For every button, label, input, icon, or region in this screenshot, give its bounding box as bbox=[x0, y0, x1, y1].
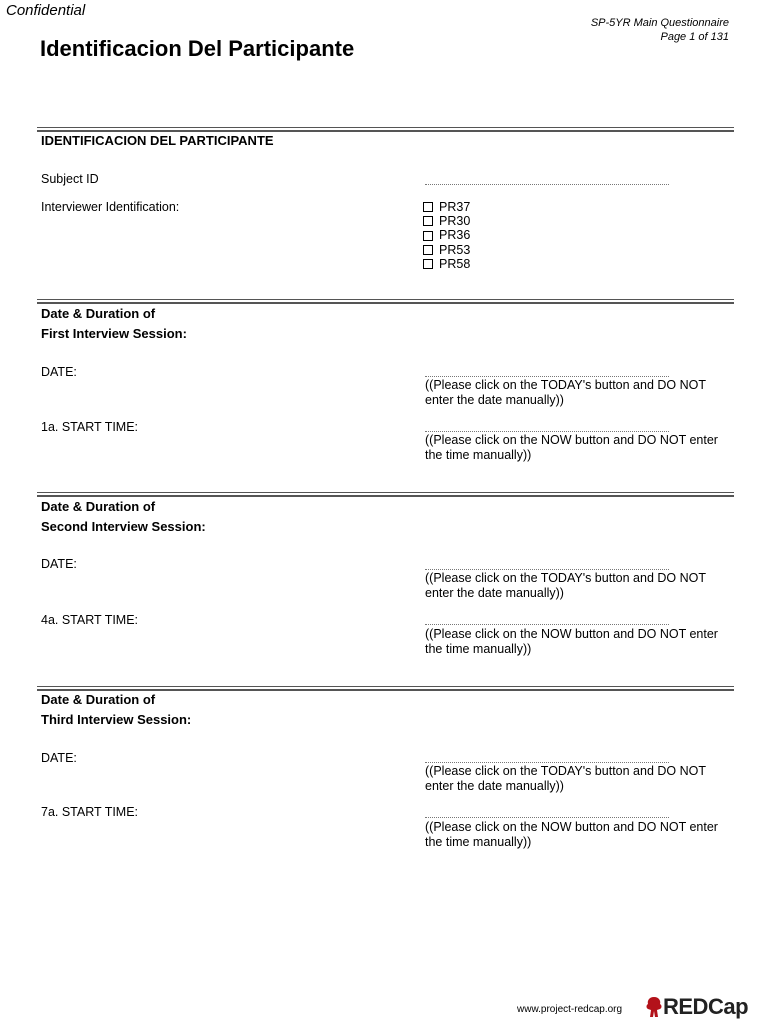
session-title-line: Date & Duration of bbox=[41, 499, 156, 514]
checkbox-icon[interactable] bbox=[423, 202, 433, 212]
date-instructions: ((Please click on the TODAY's button and DO NOT enter the date manually)) bbox=[425, 764, 706, 793]
time-instructions: ((Please click on the NOW button and DO NOT enter the time manually)) bbox=[425, 433, 718, 462]
start-time-field[interactable] bbox=[425, 624, 669, 625]
checkbox-icon[interactable] bbox=[423, 216, 433, 226]
interviewer-options bbox=[423, 200, 470, 271]
redcap-logo bbox=[645, 994, 748, 1020]
session-title-line: Second Interview Session: bbox=[41, 519, 206, 534]
start-time-field[interactable] bbox=[425, 431, 669, 432]
option-label: PR36 bbox=[439, 228, 471, 243]
start-time-label: 7a. START TIME: bbox=[41, 805, 139, 819]
checkbox-icon[interactable] bbox=[423, 259, 433, 269]
session-title-line: Date & Duration of bbox=[41, 692, 156, 707]
date-instructions: ((Please click on the TODAY's button and DO NOT enter the date manually)) bbox=[425, 571, 706, 600]
session-title-line: Date & Duration of bbox=[41, 306, 156, 321]
page-number: Page 1 of 131 bbox=[660, 31, 729, 43]
date-label: DATE: bbox=[41, 365, 77, 379]
session-title-line: Third Interview Session: bbox=[41, 712, 192, 727]
checkbox-icon[interactable] bbox=[423, 245, 433, 255]
interviewer-option[interactable] bbox=[423, 200, 470, 214]
subject-id-label: Subject ID bbox=[41, 172, 99, 186]
start-time-label: 4a. START TIME: bbox=[41, 613, 139, 627]
interviewer-option[interactable] bbox=[423, 228, 470, 242]
session-title bbox=[41, 497, 206, 537]
session-title bbox=[41, 304, 187, 344]
date-field[interactable] bbox=[425, 762, 669, 763]
redcap-logo-icon bbox=[645, 996, 663, 1018]
date-label: DATE: bbox=[41, 557, 77, 571]
interviewer-option[interactable] bbox=[423, 214, 470, 228]
start-time-label: 1a. START TIME: bbox=[41, 420, 139, 434]
option-label: PR30 bbox=[439, 214, 471, 229]
redcap-logo-text: REDCap bbox=[663, 994, 749, 1019]
date-field[interactable] bbox=[425, 376, 669, 377]
option-label: PR53 bbox=[439, 242, 471, 257]
confidential-label: Confidential bbox=[6, 2, 86, 19]
page-title: Identificacion Del Participante bbox=[40, 36, 355, 61]
date-label: DATE: bbox=[41, 751, 77, 765]
session-title bbox=[41, 690, 191, 730]
subject-id-field[interactable] bbox=[425, 184, 669, 185]
footer-url: www.project-redcap.org bbox=[517, 1004, 623, 1015]
option-label: PR37 bbox=[439, 200, 471, 214]
start-time-field[interactable] bbox=[425, 817, 669, 818]
interviewer-option[interactable] bbox=[423, 257, 470, 271]
time-instructions: ((Please click on the NOW button and DO NOT enter the time manually)) bbox=[425, 820, 718, 849]
option-label: PR58 bbox=[439, 256, 471, 271]
section-title-identification: IDENTIFICACION DEL PARTICIPANTE bbox=[41, 133, 274, 148]
session-title-line: First Interview Session: bbox=[41, 326, 187, 341]
checkbox-icon[interactable] bbox=[423, 231, 433, 241]
date-field[interactable] bbox=[425, 569, 669, 570]
questionnaire-name: SP-5YR Main Questionnaire bbox=[590, 17, 729, 29]
interviewer-option[interactable] bbox=[423, 243, 470, 257]
time-instructions: ((Please click on the NOW button and DO NOT enter the time manually)) bbox=[425, 627, 718, 656]
interviewer-id-label: Interviewer Identification: bbox=[41, 200, 180, 214]
date-instructions: ((Please click on the TODAY's button and DO NOT enter the date manually)) bbox=[425, 378, 706, 407]
